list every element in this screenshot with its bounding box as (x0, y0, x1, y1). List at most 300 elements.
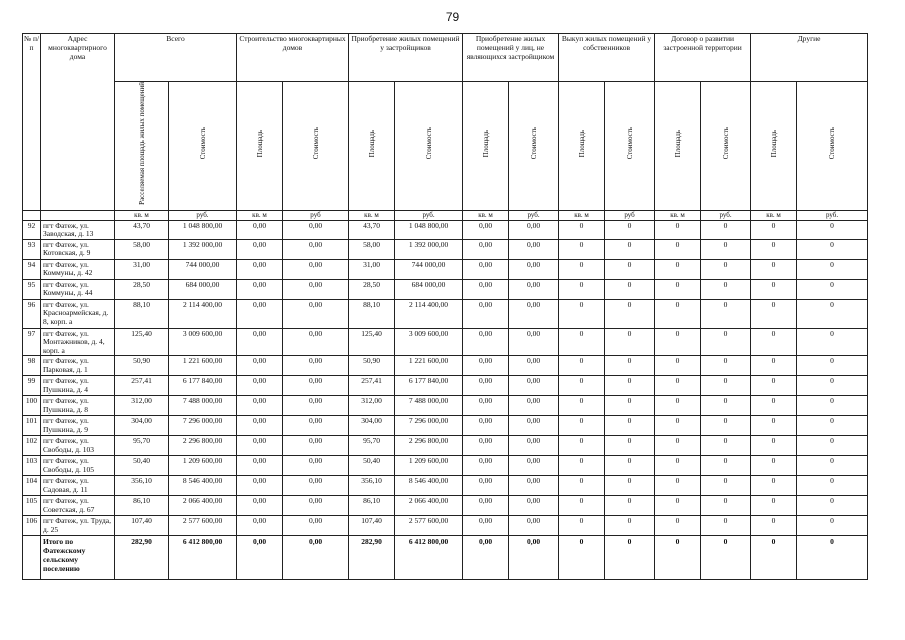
row-value: 0,00 (509, 436, 559, 456)
row-value: 8 546 400,00 (169, 476, 237, 496)
row-value: 0 (797, 239, 868, 259)
total-value: 0 (559, 536, 605, 580)
resettlement-table (22, 33, 868, 580)
row-value: 0,00 (283, 299, 349, 328)
unit-cell-empty (23, 210, 41, 220)
row-value: 0,00 (509, 279, 559, 299)
row-value: 0 (751, 239, 797, 259)
row-value: 0 (701, 299, 751, 328)
row-value: 0,00 (237, 376, 283, 396)
header-group-developer-purchase: Приобретение жилых помещений у застройщиков (349, 34, 463, 82)
row-value: 0,00 (463, 456, 509, 476)
table-row (23, 376, 868, 396)
subheader-cost: Стоимость (701, 82, 751, 211)
row-value: 684 000,00 (395, 279, 463, 299)
row-value: 0 (655, 328, 701, 356)
row-value: 0 (655, 496, 701, 516)
row-value: 0 (751, 516, 797, 536)
row-address: пгт Фатеж, ул. Парковая, д. 1 (41, 356, 115, 376)
row-value: 0,00 (509, 376, 559, 396)
row-value: 0,00 (509, 220, 559, 239)
row-value: 2 296 800,00 (395, 436, 463, 456)
row-value: 2 114 400,00 (395, 299, 463, 328)
header-group-non-developer-purchase: Приобретение жилых помещений у лиц, не являющихся застройщиком (463, 34, 559, 82)
total-num-empty (23, 536, 41, 580)
row-value: 744 000,00 (169, 259, 237, 279)
row-value: 312,00 (115, 396, 169, 416)
row-value: 0,00 (463, 239, 509, 259)
row-value: 0 (605, 220, 655, 239)
row-value: 2 114 400,00 (169, 299, 237, 328)
header-address: Адрес многоквартирного дома (41, 34, 115, 211)
row-address: пгт Фатеж, ул. Свободы, д. 103 (41, 436, 115, 456)
header-group-construction: Строительство многоквартирных домов (237, 34, 349, 82)
row-number: 106 (23, 516, 41, 536)
total-value: 0,00 (509, 536, 559, 580)
total-value: 0 (655, 536, 701, 580)
row-value: 1 221 600,00 (395, 356, 463, 376)
row-value: 0,00 (463, 476, 509, 496)
row-value: 1 392 000,00 (169, 239, 237, 259)
row-value: 86,10 (115, 496, 169, 516)
row-value: 0 (559, 376, 605, 396)
row-value: 356,10 (115, 476, 169, 496)
unit-cell: кв. м (237, 210, 283, 220)
row-value: 0,00 (237, 516, 283, 536)
row-value: 1 221 600,00 (169, 356, 237, 376)
row-value: 7 488 000,00 (395, 396, 463, 416)
unit-cell: кв. м (751, 210, 797, 220)
total-value: 0 (605, 536, 655, 580)
row-value: 0 (559, 239, 605, 259)
row-value: 50,90 (115, 356, 169, 376)
row-value: 0 (605, 356, 655, 376)
row-value: 0 (701, 396, 751, 416)
row-value: 0 (655, 279, 701, 299)
total-value: 0 (751, 536, 797, 580)
row-value: 28,50 (115, 279, 169, 299)
unit-cell: руб. (169, 210, 237, 220)
row-value: 28,50 (349, 279, 395, 299)
total-value: 0 (797, 536, 868, 580)
row-value: 0 (559, 476, 605, 496)
row-value: 0 (655, 396, 701, 416)
table-body (23, 220, 868, 580)
header-group-other: Другие (751, 34, 868, 82)
row-value: 0 (797, 328, 868, 356)
total-value: 0,00 (463, 536, 509, 580)
row-value: 0 (751, 376, 797, 396)
row-value: 6 177 840,00 (395, 376, 463, 396)
table-row (23, 476, 868, 496)
row-address: пгт Фатеж, ул. Труда, д. 25 (41, 516, 115, 536)
row-value: 0 (559, 496, 605, 516)
header-group-territory-contract: Договор о развитии застроенной территории (655, 34, 751, 82)
header-group-total: Всего (115, 34, 237, 82)
row-value: 0 (559, 356, 605, 376)
subheader-area: Площадь (349, 82, 395, 211)
row-value: 0,00 (237, 356, 283, 376)
row-value: 0 (751, 299, 797, 328)
row-value: 2 577 600,00 (169, 516, 237, 536)
row-value: 2 066 400,00 (395, 496, 463, 516)
table-row (23, 239, 868, 259)
row-value: 0 (797, 220, 868, 239)
row-value: 0 (701, 239, 751, 259)
row-value: 0 (605, 416, 655, 436)
row-value: 107,40 (349, 516, 395, 536)
row-value: 0,00 (283, 516, 349, 536)
row-value: 0,00 (237, 299, 283, 328)
row-value: 0,00 (463, 299, 509, 328)
row-value: 3 009 600,00 (395, 328, 463, 356)
subheader-area: Площадь (463, 82, 509, 211)
row-value: 304,00 (349, 416, 395, 436)
row-value: 7 488 000,00 (169, 396, 237, 416)
row-value: 304,00 (115, 416, 169, 436)
subheader-cost: Стоимость (169, 82, 237, 211)
total-value: 0 (701, 536, 751, 580)
row-value: 3 009 600,00 (169, 328, 237, 356)
row-value: 257,41 (115, 376, 169, 396)
row-value: 1 048 800,00 (169, 220, 237, 239)
row-value: 744 000,00 (395, 259, 463, 279)
row-value: 0 (605, 279, 655, 299)
row-number: 96 (23, 299, 41, 328)
row-value: 0 (605, 396, 655, 416)
row-value: 0 (605, 328, 655, 356)
subheader-cost: Стоимость (395, 82, 463, 211)
row-address: пгт Фатеж, ул. Коммуны, д. 44 (41, 279, 115, 299)
unit-cell: кв. м (463, 210, 509, 220)
row-value: 0 (655, 476, 701, 496)
row-number: 104 (23, 476, 41, 496)
row-value: 0,00 (283, 416, 349, 436)
row-value: 0,00 (283, 239, 349, 259)
row-value: 0,00 (463, 396, 509, 416)
row-value: 0 (655, 356, 701, 376)
row-value: 0,00 (283, 396, 349, 416)
row-value: 0 (559, 436, 605, 456)
row-value: 0 (605, 516, 655, 536)
row-value: 0,00 (509, 516, 559, 536)
row-value: 0 (797, 299, 868, 328)
total-value: 0,00 (283, 536, 349, 580)
page-number: 79 (445, 10, 460, 24)
row-value: 0,00 (509, 496, 559, 516)
table-row (23, 496, 868, 516)
row-value: 0 (701, 220, 751, 239)
unit-cell: кв. м (349, 210, 395, 220)
row-value: 58,00 (115, 239, 169, 259)
row-value: 0,00 (237, 416, 283, 436)
units-row (23, 210, 868, 220)
row-value: 31,00 (115, 259, 169, 279)
row-value: 0 (797, 496, 868, 516)
row-address: пгт Фатеж, ул. Садовая, д. 11 (41, 476, 115, 496)
row-value: 1 209 600,00 (395, 456, 463, 476)
row-value: 0 (605, 239, 655, 259)
row-value: 0,00 (237, 328, 283, 356)
unit-cell: руб (283, 210, 349, 220)
row-value: 31,00 (349, 259, 395, 279)
row-number: 101 (23, 416, 41, 436)
row-value: 0 (655, 456, 701, 476)
row-value: 0 (701, 476, 751, 496)
row-value: 1 392 000,00 (395, 239, 463, 259)
row-value: 0 (655, 416, 701, 436)
row-value: 0 (605, 259, 655, 279)
row-value: 0 (605, 496, 655, 516)
row-number: 92 (23, 220, 41, 239)
row-value: 0,00 (237, 279, 283, 299)
row-value: 0,00 (463, 259, 509, 279)
row-value: 0 (751, 279, 797, 299)
row-value: 0,00 (463, 416, 509, 436)
row-value: 0 (655, 436, 701, 456)
row-number: 97 (23, 328, 41, 356)
row-value: 0,00 (463, 376, 509, 396)
row-value: 0 (701, 436, 751, 456)
row-value: 0,00 (283, 456, 349, 476)
unit-cell-empty (41, 210, 115, 220)
row-value: 2 296 800,00 (169, 436, 237, 456)
row-value: 95,70 (115, 436, 169, 456)
row-value: 0 (559, 416, 605, 436)
row-value: 107,40 (115, 516, 169, 536)
row-value: 0 (751, 356, 797, 376)
row-number: 98 (23, 356, 41, 376)
row-value: 1 209 600,00 (169, 456, 237, 476)
total-label: Итого по Фатежскому сельскому поселению (41, 536, 115, 580)
table-row (23, 220, 868, 239)
row-value: 0 (797, 279, 868, 299)
row-value: 0 (605, 456, 655, 476)
total-value: 282,90 (115, 536, 169, 580)
row-address: пгт Фатеж, ул. Котовская, д. 9 (41, 239, 115, 259)
row-value: 0 (559, 516, 605, 536)
row-address: пгт Фатеж, ул. Коммуны, д. 42 (41, 259, 115, 279)
row-value: 0 (605, 476, 655, 496)
row-value: 0,00 (509, 396, 559, 416)
row-number: 103 (23, 456, 41, 476)
unit-cell: руб (605, 210, 655, 220)
total-value: 0,00 (237, 536, 283, 580)
row-value: 0 (559, 259, 605, 279)
row-value: 0 (797, 356, 868, 376)
total-row (23, 536, 868, 580)
row-value: 0,00 (509, 299, 559, 328)
row-value: 43,70 (115, 220, 169, 239)
row-value: 0 (751, 496, 797, 516)
row-value: 1 048 800,00 (395, 220, 463, 239)
row-address: пгт Фатеж, ул. Пушкина, д. 9 (41, 416, 115, 436)
header-num: № п/п (23, 34, 41, 211)
row-value: 0,00 (463, 220, 509, 239)
row-address: пгт Фатеж, ул. Красноармейская, д. 8, корп. а (41, 299, 115, 328)
row-value: 58,00 (349, 239, 395, 259)
unit-cell: руб. (395, 210, 463, 220)
row-value: 125,40 (115, 328, 169, 356)
row-value: 0,00 (237, 396, 283, 416)
table-row (23, 456, 868, 476)
row-value: 0,00 (283, 436, 349, 456)
row-value: 0 (701, 456, 751, 476)
total-value: 282,90 (349, 536, 395, 580)
table-row (23, 299, 868, 328)
row-value: 0 (701, 356, 751, 376)
row-value: 0 (751, 220, 797, 239)
row-value: 0 (751, 476, 797, 496)
row-value: 0 (797, 396, 868, 416)
row-address: пгт Фатеж, ул. Свободы, д. 105 (41, 456, 115, 476)
unit-cell: руб. (509, 210, 559, 220)
row-value: 2 577 600,00 (395, 516, 463, 536)
row-value: 0,00 (509, 416, 559, 436)
row-value: 7 296 000,00 (169, 416, 237, 436)
subheader-cost: Стоимость (283, 82, 349, 211)
row-value: 0,00 (283, 279, 349, 299)
row-value: 0 (797, 416, 868, 436)
row-value: 0 (797, 476, 868, 496)
unit-cell: руб. (701, 210, 751, 220)
row-value: 0 (701, 376, 751, 396)
table-row (23, 516, 868, 536)
row-value: 0,00 (463, 279, 509, 299)
subheader-area: Площадь (237, 82, 283, 211)
row-number: 95 (23, 279, 41, 299)
row-value: 0,00 (509, 476, 559, 496)
subheader-cost: Стоимость (605, 82, 655, 211)
table-row (23, 328, 868, 356)
row-address: пгт Фатеж, ул. Монтажников, д. 4, корп. а (41, 328, 115, 356)
row-value: 0 (559, 396, 605, 416)
row-value: 88,10 (115, 299, 169, 328)
row-value: 0 (701, 279, 751, 299)
row-value: 0,00 (237, 456, 283, 476)
row-value: 125,40 (349, 328, 395, 356)
row-value: 0 (797, 436, 868, 456)
row-value: 0,00 (463, 356, 509, 376)
row-value: 0 (655, 299, 701, 328)
row-number: 105 (23, 496, 41, 516)
table-row (23, 396, 868, 416)
row-value: 0,00 (237, 239, 283, 259)
row-value: 6 177 840,00 (169, 376, 237, 396)
row-value: 0 (655, 259, 701, 279)
row-value: 0 (605, 436, 655, 456)
row-number: 102 (23, 436, 41, 456)
row-value: 0,00 (509, 239, 559, 259)
row-value: 0,00 (463, 328, 509, 356)
unit-cell: кв. м (655, 210, 701, 220)
row-value: 0 (751, 259, 797, 279)
row-number: 99 (23, 376, 41, 396)
row-value: 356,10 (349, 476, 395, 496)
row-value: 0 (797, 376, 868, 396)
row-value: 0 (655, 516, 701, 536)
row-value: 0,00 (509, 456, 559, 476)
row-value: 43,70 (349, 220, 395, 239)
row-value: 0 (605, 299, 655, 328)
row-value: 0,00 (463, 436, 509, 456)
row-value: 0 (751, 436, 797, 456)
row-value: 0,00 (509, 259, 559, 279)
subheader-cost: Стоимость (509, 82, 559, 211)
row-value: 0 (559, 456, 605, 476)
row-value: 0,00 (237, 259, 283, 279)
subheader-area: Площадь (751, 82, 797, 211)
row-address: пгт Фатеж, ул. Заводская, д. 13 (41, 220, 115, 239)
row-number: 93 (23, 239, 41, 259)
row-value: 50,90 (349, 356, 395, 376)
row-address: пгт Фатеж, ул. Пушкина, д. 4 (41, 376, 115, 396)
row-value: 0 (701, 496, 751, 516)
row-value: 0 (751, 328, 797, 356)
table-row (23, 356, 868, 376)
row-value: 0,00 (283, 259, 349, 279)
row-value: 0,00 (509, 356, 559, 376)
table-row (23, 279, 868, 299)
table-row (23, 436, 868, 456)
row-value: 0 (701, 259, 751, 279)
row-value: 2 066 400,00 (169, 496, 237, 516)
row-value: 312,00 (349, 396, 395, 416)
unit-cell: кв. м (115, 210, 169, 220)
row-address: пгт Фатеж, ул. Советская, д. 67 (41, 496, 115, 516)
row-value: 0 (655, 220, 701, 239)
row-value: 50,40 (349, 456, 395, 476)
row-value: 257,41 (349, 376, 395, 396)
row-value: 0 (559, 299, 605, 328)
row-value: 0 (751, 456, 797, 476)
row-value: 0,00 (463, 516, 509, 536)
row-value: 0 (559, 220, 605, 239)
row-number: 94 (23, 259, 41, 279)
row-value: 95,70 (349, 436, 395, 456)
row-value: 7 296 000,00 (395, 416, 463, 436)
subheader-cost: Стоимость (797, 82, 868, 211)
row-value: 0,00 (283, 220, 349, 239)
subheader-resettled-area: Расселяемая площадь жилых помещений (115, 82, 169, 211)
row-value: 0 (701, 516, 751, 536)
row-value: 0 (655, 239, 701, 259)
row-value: 0 (559, 328, 605, 356)
row-value: 0,00 (237, 220, 283, 239)
row-value: 0 (797, 516, 868, 536)
row-value: 0,00 (283, 356, 349, 376)
row-value: 0,00 (283, 496, 349, 516)
row-value: 0 (701, 328, 751, 356)
row-value: 0,00 (237, 496, 283, 516)
row-value: 0,00 (237, 476, 283, 496)
subheader-area: Площадь (559, 82, 605, 211)
row-value: 50,40 (115, 456, 169, 476)
row-value: 0,00 (283, 476, 349, 496)
row-value: 0 (797, 259, 868, 279)
row-number: 100 (23, 396, 41, 416)
row-value: 0 (701, 416, 751, 436)
row-value: 0 (751, 416, 797, 436)
unit-cell: кв. м (559, 210, 605, 220)
total-value: 6 412 800,00 (169, 536, 237, 580)
row-address: пгт Фатеж, ул. Пушкина, д. 8 (41, 396, 115, 416)
row-value: 0 (655, 376, 701, 396)
row-value: 0,00 (283, 328, 349, 356)
row-value: 0,00 (237, 436, 283, 456)
row-value: 86,10 (349, 496, 395, 516)
table-row (23, 416, 868, 436)
